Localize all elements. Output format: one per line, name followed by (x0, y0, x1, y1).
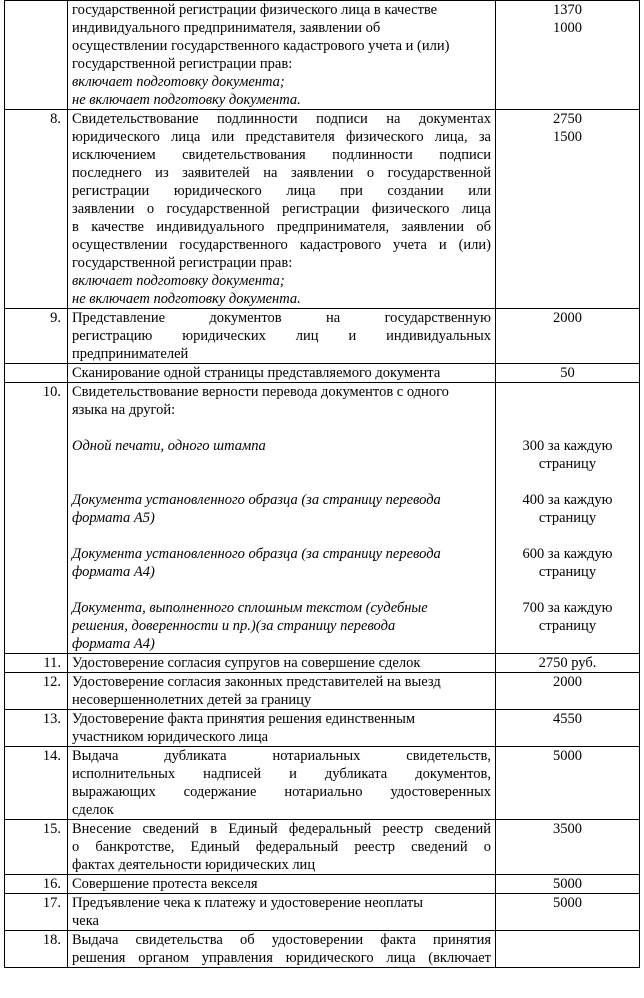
desc-line: решения органом управления юридического лица (включает (72, 950, 491, 966)
price-value: 1370 (553, 2, 582, 18)
table-row (5, 894, 640, 931)
row-description (68, 1, 496, 110)
option-line: не включает подготовку документа. (72, 291, 301, 307)
desc-line: языка на другой: (72, 402, 176, 418)
desc-line: фактах деятельности юридических лиц (72, 857, 316, 873)
row-price: 4550 (496, 710, 640, 747)
table-row (5, 364, 640, 383)
row-price: 2750 руб. (496, 654, 640, 673)
desc-line: государственной регистрации прав: (72, 56, 293, 72)
row-number: 8. (5, 110, 68, 309)
desc-line: индивидуального предпринимателя, заявлении об (72, 20, 381, 36)
desc-line: исполнительных надписей и дубликата документов, (72, 766, 491, 782)
desc-line: Предъявление чека к платежу и удостоверение неоплаты (72, 895, 424, 911)
tariff-table (4, 0, 640, 968)
row-number: 17. (5, 894, 68, 931)
table-row (5, 1, 640, 110)
row-description (68, 673, 496, 710)
row-number: 12. (5, 673, 68, 710)
desc-line: выражающих содержание нотариально удостоверенных (72, 784, 491, 800)
row-number: 13. (5, 710, 68, 747)
desc-line: чека (72, 913, 99, 929)
row-description (68, 309, 496, 364)
desc-line: Свидетельствование подлинности подписи на документах (72, 111, 491, 127)
option-line: включает подготовку документа; (72, 273, 285, 289)
table-row (5, 931, 640, 968)
table-row (5, 673, 640, 710)
row-price (496, 110, 640, 309)
desc-line: о банкротстве, Единый федеральный реестр сведений о (72, 839, 491, 855)
row-number: 16. (5, 875, 68, 894)
price-value: 600 за каждую (522, 546, 613, 562)
table-row (5, 710, 640, 747)
translation-item: формата А5) (72, 510, 155, 526)
row-price (496, 383, 640, 654)
desc-line: Свидетельствование верности перевода документов с одного (72, 384, 449, 400)
row-number: 9. (5, 309, 68, 364)
desc-line: предпринимателей (72, 346, 189, 362)
translation-item: Документа установленного образца (за страницу перевода (72, 492, 441, 508)
row-description (68, 820, 496, 875)
row-description: Удостоверение согласия супругов на совершение сделок (68, 654, 496, 673)
desc-line: государственной регистрации физического лица в качестве (72, 2, 438, 18)
row-number (5, 364, 68, 383)
row-price: 2000 (496, 673, 640, 710)
desc-line: последнего из заявителей на заявлении о государственной (72, 165, 491, 181)
translation-item: Одной печати, одного штампа (72, 438, 266, 454)
desc-line: сделок (72, 802, 114, 818)
price-value: страницу (538, 510, 597, 526)
row-price (496, 1, 640, 110)
row-price: 3500 (496, 820, 640, 875)
desc-line: Выдача дубликата нотариальных свидетельств, (72, 748, 491, 764)
price-value: страницу (538, 618, 597, 634)
translation-item: решения, доверенности и пр.)(за страницу перевода (72, 618, 396, 634)
row-number: 10. (5, 383, 68, 654)
row-number: 11. (5, 654, 68, 673)
row-description (68, 383, 496, 654)
option-line: включает подготовку документа; (72, 74, 285, 90)
desc-line: Выдача свидетельства об удостоверении факта принятия (72, 932, 491, 948)
row-description (68, 110, 496, 309)
row-price: 5000 (496, 894, 640, 931)
row-description (68, 931, 496, 968)
price-value: 400 за каждую (522, 492, 613, 508)
row-description (68, 710, 496, 747)
price-value: 700 за каждую (522, 600, 613, 616)
price-value: 300 за каждую (522, 438, 613, 454)
desc-line: регистрации юридического лица при создании или (72, 183, 491, 199)
price-value: страницу (538, 564, 597, 580)
table-row (5, 110, 640, 309)
desc-line: Внесение сведений в Единый федеральный реестр сведений (72, 821, 491, 837)
table-row (5, 654, 640, 673)
row-price (496, 931, 640, 968)
desc-line: несовершеннолетних детей за границу (72, 692, 312, 708)
desc-line: Представление документов на государственную (72, 310, 491, 326)
row-description: Сканирование одной страницы представляемого документа (68, 364, 496, 383)
desc-line: исключением свидетельствования подлинности подписи (72, 147, 491, 163)
desc-line: осуществлении государственного кадастрового учета и (или) (72, 237, 491, 253)
row-number: 15. (5, 820, 68, 875)
table-row (5, 309, 640, 364)
table-row (5, 747, 640, 820)
price-value: 1000 (553, 20, 582, 36)
desc-line: заявлении о государственной регистрации физического лица (72, 201, 491, 217)
desc-line: юридического лица или представителя физического лица, за (72, 129, 491, 145)
translation-item: формата А4) (72, 564, 155, 580)
option-line: не включает подготовку документа. (72, 92, 301, 108)
translation-item: Документа установленного образца (за страницу перевода (72, 546, 441, 562)
row-number (5, 1, 68, 110)
price-value: 1500 (553, 129, 582, 145)
row-price: 2000 (496, 309, 640, 364)
price-value: 2750 (553, 111, 582, 127)
desc-line: государственной регистрации прав: (72, 255, 293, 271)
row-description (68, 894, 496, 931)
row-description: Совершение протеста векселя (68, 875, 496, 894)
desc-line: осуществлении государственного кадастрового учета и (или) (72, 38, 450, 54)
row-price: 5000 (496, 747, 640, 820)
row-number: 14. (5, 747, 68, 820)
translation-item: Документа, выполненного сплошным текстом (судебные (72, 600, 428, 616)
row-number: 18. (5, 931, 68, 968)
desc-line: Удостоверение факта принятия решения единственным (72, 711, 416, 727)
table-row (5, 875, 640, 894)
translation-item: формата А4) (72, 636, 155, 652)
desc-line: Удостоверение согласия законных представителей на выезд (72, 674, 441, 690)
row-price: 50 (496, 364, 640, 383)
row-price: 5000 (496, 875, 640, 894)
desc-line: в качестве индивидуального предпринимателя, заявлении об (72, 219, 491, 235)
table-row (5, 383, 640, 654)
desc-line: участником юридического лица (72, 729, 269, 745)
row-description (68, 747, 496, 820)
table-row (5, 820, 640, 875)
price-value: страницу (538, 456, 597, 472)
desc-line: регистрацию юридических лиц и индивидуальных (72, 328, 491, 344)
